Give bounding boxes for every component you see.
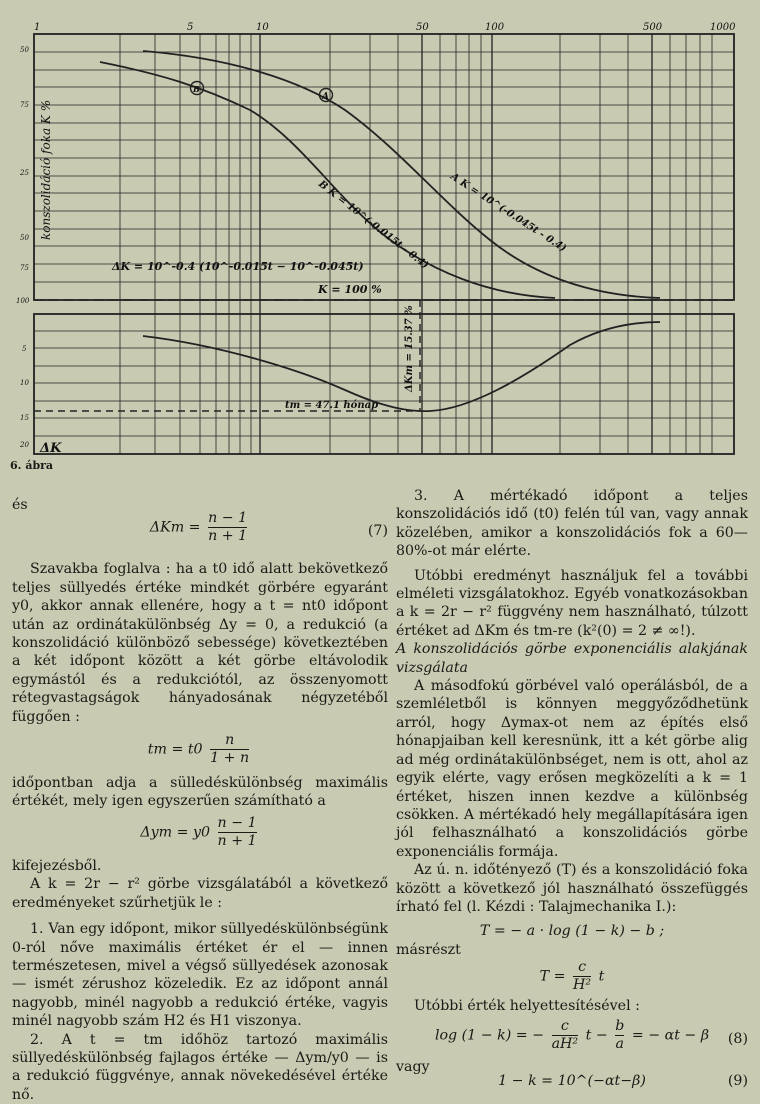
y-tick-lower-0: 5 [22,345,27,353]
curve-b-equation: B K = 10^(-0.015t - 0.4) [316,178,431,272]
tm-label: tm = 47.1 hónap [285,400,379,411]
y-tick-lower-2: 15 [20,414,29,422]
eq8-den2: a [615,1035,625,1052]
tick-5: 5 [187,22,194,33]
tick-500: 500 [643,22,663,33]
horizontal-gridlines-lower [34,331,734,436]
eq-t2-rhs: t [598,968,605,985]
equation-t1: T = − a · log (1 − k) − b ; [479,923,665,940]
eq7-lhs: ΔKm = [149,519,201,536]
k100-label: K = 100 % [318,283,382,296]
equation-ym [12,815,388,857]
masreszt-word: másrészt [396,941,461,958]
equation-7 [12,510,388,552]
eq-t2-num: c [578,959,587,976]
eq8-number: (8) [727,1030,748,1047]
right-column [396,487,748,1094]
y-tick-lower-1: 10 [20,379,29,387]
marker-a-label: A [322,92,329,102]
tick-1: 1 [34,22,41,33]
eq-ym-den: n + 1 [217,832,257,849]
eq7-num: n − 1 [208,510,248,527]
eq-ym-lhs: Δym = y0 [140,824,211,841]
paragraph-1: Szavakba foglalva : ha a t0 idő alatt bekövetkező teljes süllyedés értéke mindkét görbére egyaránt y0, akkor annak ellenére, hogy a t = nt0 időpont után az ordinátakülönbség Δy = 0, a redukció (a konszolidáció különböző sebessége) következtében a két időpont között a két görbe eltávolodik egymástól és a redukciótól, az összenyomott rétegvastagságok hányadosának négyzetéből függően : [12,561,388,725]
left-column [12,496,388,1104]
horizontal-gridlines-upper [34,52,734,282]
paragraph-3: kifejezésből. [12,857,102,874]
r-paragraph-1: 3. A mértékadó időpont a teljes konszolidációs idő (t0) felén túl van, vagy annak közelében, amikor a konszolidációs fok a 60—80%-ot már elérte. [396,488,748,560]
vertical-gridlines [120,34,712,454]
y-tick-lower-3: 20 [20,441,29,449]
tick-50: 50 [416,22,429,33]
tick-10: 10 [256,22,269,33]
eq-t2-den: H² [573,977,592,994]
eq-tm-den: 1 + n [210,750,250,767]
equation-9 [396,1072,748,1094]
section-heading: A konszolidációs görbe exponenciális alakjának vizsgálata [396,641,748,676]
eq7-den: n + 1 [208,528,248,545]
delta-k-curve [143,322,660,411]
upper-y-axis-label: konszolidáció foka K % [39,99,53,240]
eq8-num2: b [615,1017,625,1034]
eq-tm-num: n [225,732,235,749]
eq9-number: (9) [727,1072,748,1089]
r-paragraph-4: Az ú. n. időtényező (T) és a konszolidáció foka között a következő jól használható összefüggés írható fel (l. Kézdi : Talajmechanika I.): [396,862,748,915]
r-paragraph-5: Utóbbi érték helyettesítésével : [414,998,640,1015]
eq-ym-num: n − 1 [217,814,257,831]
paragraph-6: 2. A t = tm időhöz tartozó maximális süllyedéskülönbség fajlagos értéke — Δym/y0 — is a redukció függvénye, annak növekedésével értéke nő. [12,1031,388,1103]
eq7-number: (7) [367,523,388,540]
delta-k-equation: ΔK = 10^-0.4 (10^-0.015t − 10^-0.045t) [112,260,364,273]
lower-axis-label: ΔK [40,441,62,456]
y-tick-upper-1: 75 [20,101,29,109]
y-tick-upper-5: 100 [16,297,30,305]
y-tick-upper-0: 50 [20,46,29,54]
figure-caption: 6. ábra [10,459,54,472]
equation-t2 [396,959,748,997]
eq8-mid: t − [585,1027,608,1044]
tick-100: 100 [485,22,505,33]
r-paragraph-3: A másodfokú görbével való operálásból, de a szemléletből is könnyen meggyőződhetünk arról, hogy Δymax-ot nem az építés első hónapjaiban kell keresnünk, itt a két görbe alig ad még ordinátakülönbséget, nem is ott, ahol az egyik elérte, vagy erősen megközelíti a k = 1 értéket, hiszen innen kezdve a különbség csökken. A mértékadó hely megállapítására igen jól felhasználható a konszolidációs görbe exponenciális formája. [396,678,748,860]
eq8-rhs: = − αt − β [631,1027,710,1044]
tick-1000: 1000 [710,22,736,33]
lower-panel-frame [34,314,734,454]
equation-8 [396,1018,748,1058]
y-tick-upper-4: 75 [20,264,29,272]
paragraph-4: A k = 2r − r² görbe vizsgálatából a következő eredményeket szűrhetjük le : [12,876,388,911]
eq-tm-lhs: tm = t0 [147,741,203,758]
paragraph-5: 1. Van egy időpont, mikor süllyedéskülönbségünk 0-ról nőve maximális értéket ér el — innen természetesen, mivel a végső süllyedések azonosak — ismét zérushoz közeledik. Ez az időpont annál nagyobb, minél nagyobb a redukció értéke, vagyis minél nagyobb szám H2 és H1 viszonya. [12,921,388,1030]
r-paragraph-2: Utóbbi eredményt használjuk fel a további elméleti vizsgálatokhoz. Egyéb vonatkozásokban a k = 2r − r² függvény nem használható, túlzott értéket ad ΔKm és tm-re (k²(0) = 2 ≠ ∞!). [396,567,748,639]
curve-a-equation: A K = 10^(-0.045t - 0.4) [448,171,569,255]
es-word: és [12,497,28,513]
eq-t2-lhs: T = [539,968,566,985]
dkm-label: ΔKm = 15.37 % [404,305,415,392]
eq8-den1: aH² [551,1035,579,1052]
eq9-body: 1 − k = 10^(−αt−β) [498,1072,646,1089]
eq8-num1: c [560,1017,569,1034]
y-tick-upper-2: 25 [20,169,29,177]
vagy-word: vagy [396,1058,430,1075]
marker-b-label: B [193,84,200,94]
y-tick-upper-3: 50 [20,234,29,242]
figure-6 [0,0,760,470]
paragraph-2: időpontban adja a sülledéskülönbség maximális értékét, mely igen egyszerűen számítható a [12,775,388,810]
eq8-lhs: log (1 − k) = − [434,1027,545,1044]
equation-tm [12,732,388,774]
